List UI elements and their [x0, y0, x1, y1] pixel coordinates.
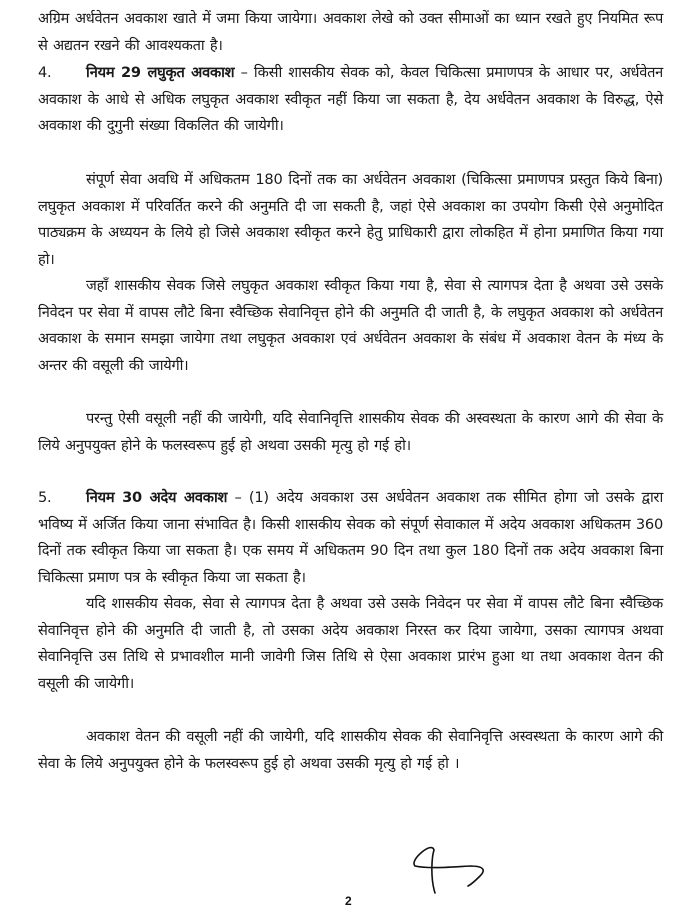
- section-5-paragraph-3: अवकाश वेतन की वसूली नहीं की जायेगी, यदि शासकीय सेवक की सेवानिवृत्ति अस्वस्थता के कारण आगे की सेवा के लिये अनुपयुक्त होने के फलस्वरूप हुई हो अथवा उसकी मृत्यु हो गई हो ।: [38, 728, 663, 772]
- page-number: 2: [345, 894, 352, 908]
- section-4-paragraph-4: परन्तु ऐसी वसूली नहीं की जायेगी, यदि सेवानिवृत्ति शासकीय सेवक की अस्वस्थता के कारण आगे की सेवा के लिये अनुपयुक्त होने के फलस्वरूप हुई हो अथवा उसकी मृत्यु हो गई हो।: [38, 410, 663, 454]
- section-5-paragraph-2: यदि शासकीय सेवक, सेवा से त्यागपत्र देता है अथवा उसे उसके निवेदन पर सेवा में वापस लौटे बिना स्वैच्छिक सेवानिवृत्त होने की अनुमति दी जाती है, तो उसका अदेय अवकाश निरस्त कर दिया जायेगा, उसका त्यागपत्र अथवा सेवानिवृत्ति उस तिथि से प्रभावशील मानी जावेगी जिस तिथि से ऐसा अवकाश प्रारंभ हुआ था तथा अवकाश वेतन की वसूली की जायेगी।: [38, 595, 663, 692]
- section-4-text: – किसी शासकीय सेवक को, केवल चिकित्सा प्रमाणपत्र के आधार पर, अर्धवेतन अवकाश के आधे से अधिक लघुकृत अवकाश स्वीकृत नहीं किया जा सकता है, देय अर्धवेतन अवकाश के विरुद्ध, ऐसे अवकाश की दुगुनी संख्या विकलित की जायेगी।: [38, 64, 663, 135]
- handwritten-signature: [408, 842, 508, 912]
- section-4-paragraph-3: जहॉं शासकीय सेवक जिसे लघुकृत अवकाश स्वीकृत किया गया है, सेवा से त्यागपत्र देता है अथवा उसे उसके निवेदन पर सेवा में वापस लौटे बिना स्वैच्छिक सेवानिवृत्त होने की अनुमति दी जाती है, के लघुकृत अवकाश को अर्धवेतन अवकाश के समान समझा जायेगा तथा लघुकृत अवकाश एवं अर्धवेतन अवकाश के संबंध में अवकाश वेतन के मंध्य के अन्तर की वसूली की जायेगी।: [38, 277, 663, 374]
- section-4-intro: [38, 60, 663, 140]
- section-4-paragraph-2: संपूर्ण सेवा अवधि में अधिकतम 180 दिनों तक का अर्धवेतन अवकाश (चिकित्सा प्रमाणपत्र प्रस्तुत किये बिना) लघुकृत अवकाश में परिवर्तित करने की अनुमति दी जा सकती है, जहां ऐसे अवकाश का उपयोग किसी ऐसे अनुमोदित पाठ्यक्रम के अध्ययन के लिये हो जिसे अवकाश स्वीकृत करने हेतु प्राधिकारी द्वारा लोकहित में होना प्रमाणित किया गया हो।: [38, 171, 663, 268]
- signature-stroke: [414, 848, 483, 893]
- section-5-number: 5.: [38, 489, 52, 506]
- section-4-heading: नियम 29 लघुकृत अवकाश: [86, 64, 235, 81]
- section-5-heading: नियम 30 अदेय अवकाश: [86, 489, 228, 506]
- paragraph-continuation: अग्रिम अर्धवेतन अवकाश खाते में जमा किया जायेगा। अवकाश लेखे को उक्त सीमाओं का ध्यान रखते हुए नियमित रूप से अद्यतन रखने की आवश्यकता है।: [38, 10, 663, 54]
- section-4-number: 4.: [38, 64, 52, 81]
- section-5-text: – (1) अदेय अवकाश उस अर्धवेतन अवकाश तक सीमित होगा जो उसके द्वारा भविष्य में अर्जित किया जाना संभावित है। किसी शासकीय सेवक को संपूर्ण सेवाकाल में अदेय अवकाश अधिकतम 360 दिनों तक स्वीकृत किया जा सकता है। एक समय में अधिकतम 90 दिन तथा कुल 180 दिनों तक अदेय अवकाश बिना चिकित्सा प्रमाण पत्र के स्वीकृत किया जा सकता है।: [38, 489, 663, 586]
- section-5-intro: [38, 485, 663, 591]
